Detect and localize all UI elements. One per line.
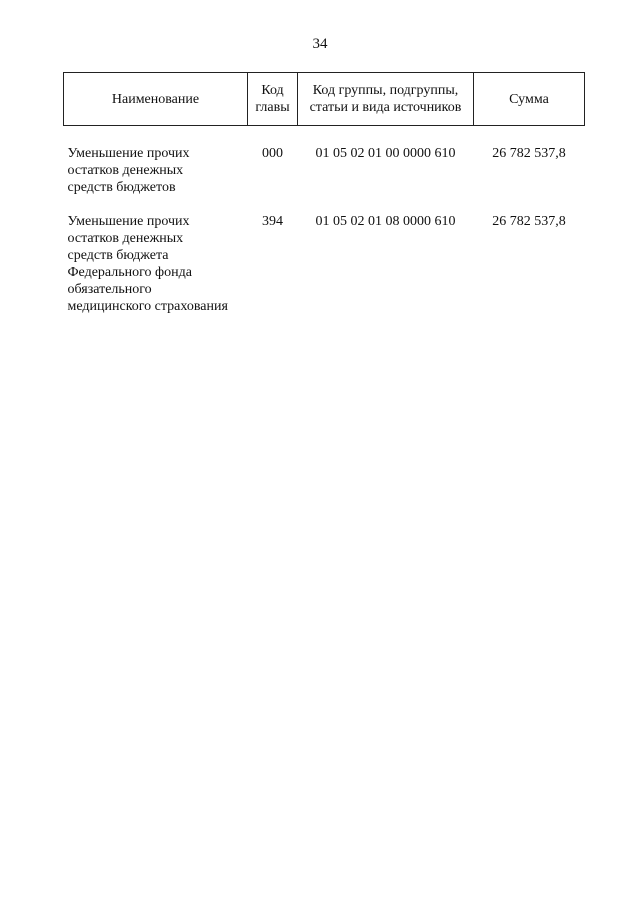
row-sum: 26 782 537,8 [492, 146, 566, 161]
row-name-line: Уменьшение прочих [67, 214, 190, 229]
table-header [64, 73, 585, 126]
row-name-cell [64, 213, 248, 315]
table-row [64, 145, 585, 213]
row-name-cell [64, 145, 248, 213]
table-spacer [64, 126, 585, 146]
row-name-line: Федерального фонда [67, 265, 192, 280]
row-name-line: Уменьшение прочих [67, 146, 190, 161]
table-row [64, 213, 585, 315]
row-name-line: средств бюджетов [67, 180, 176, 195]
row-chapter-code: 000 [262, 146, 283, 161]
sources-table [63, 72, 585, 315]
row-sum: 26 782 537,8 [492, 214, 566, 229]
header-chapter-code: Код главы [248, 73, 298, 126]
row-name-line: остатков денежных [67, 231, 184, 246]
header-group-code: Код группы, подгруппы, статьи и вида источников [298, 73, 474, 126]
row-name-line: обязательного [67, 282, 152, 297]
row-group-code: 01 05 02 01 00 0000 610 [315, 146, 456, 161]
row-group-code: 01 05 02 01 08 0000 610 [315, 214, 456, 229]
header-name: Наименование [64, 73, 248, 126]
row-name-line: средств бюджета [67, 248, 169, 263]
header-sum: Сумма [474, 73, 585, 126]
row-name-line: остатков денежных [67, 163, 184, 178]
row-chapter-code: 394 [262, 214, 283, 229]
page-number: 34 [312, 36, 328, 52]
row-name-line: медицинского страхования [67, 299, 228, 314]
